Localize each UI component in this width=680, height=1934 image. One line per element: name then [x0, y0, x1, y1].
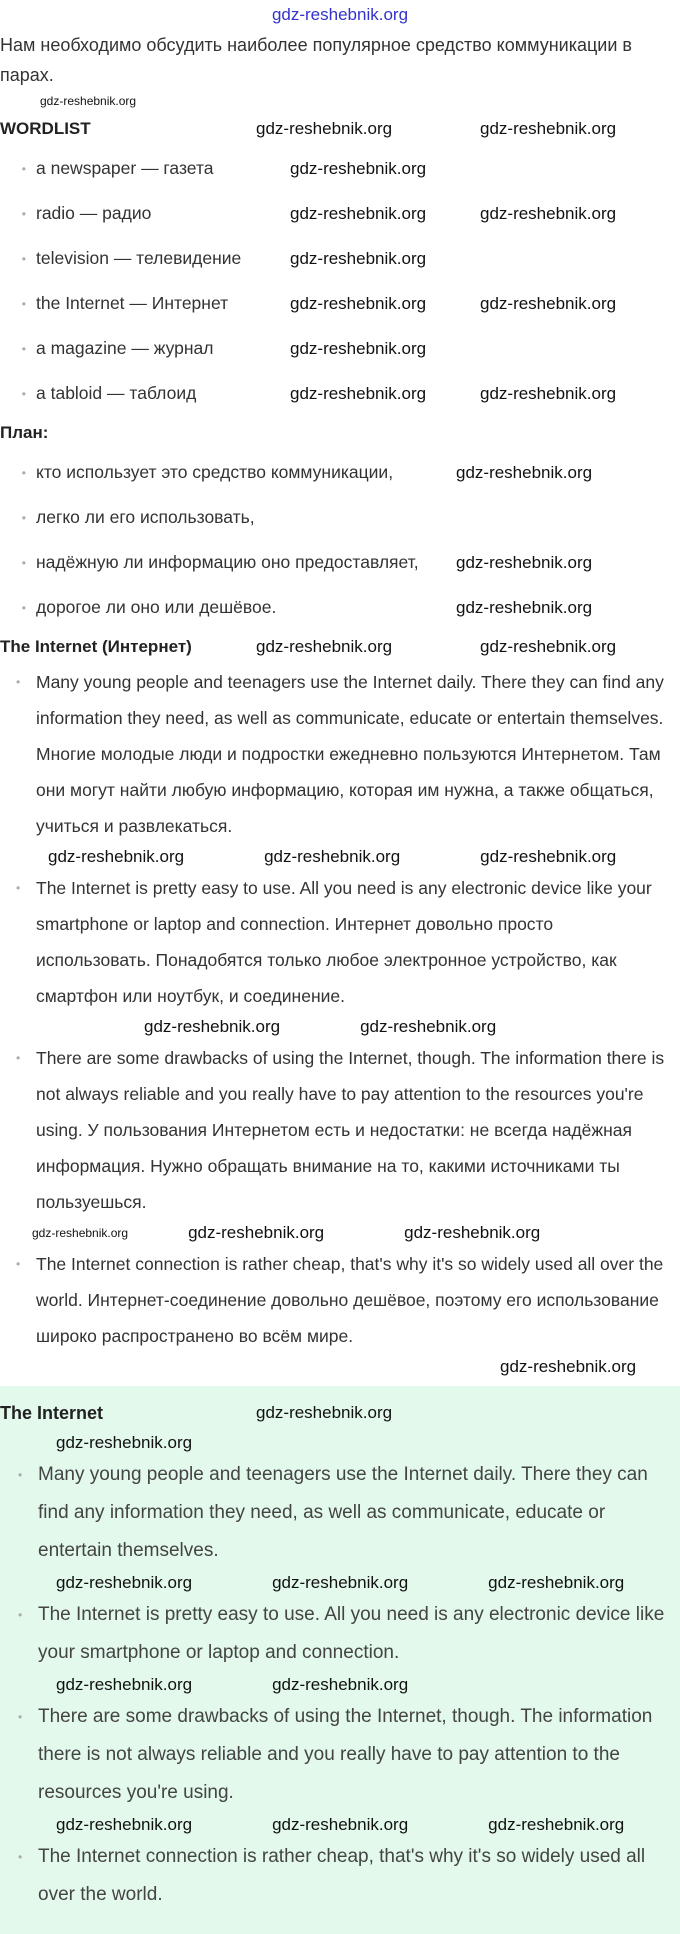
wordlist-item: • a magazine — журнал gdz-reshebnik.org: [0, 326, 680, 371]
watermark: gdz-reshebnik.org: [56, 1433, 193, 1452]
watermark-row: [0, 1672, 680, 1698]
watermark: gdz-reshebnik.org: [456, 597, 593, 617]
watermark: gdz-reshebnik.org: [290, 203, 427, 223]
watermark: gdz-reshebnik.org: [480, 293, 617, 313]
wordlist-item: • a tabloid — таблоид gdz-reshebnik.org gdz-reshebnik.org: [0, 371, 680, 416]
plan-item-text: дорогое ли оно или дешёвое.: [36, 597, 277, 617]
plan-list: [0, 450, 680, 630]
answer-item: • Many young people and teenagers use the Internet daily. There they can find any information they need, as well as communicate, educate or entertain themselves.: [18, 1464, 648, 1561]
watermark: gdz-reshebnik.org: [56, 1675, 193, 1694]
answer-item: • The Internet is pretty easy to use. All you need is any electronic device like your smartphone or laptop and connection.: [18, 1604, 665, 1663]
answer-box: [0, 1386, 680, 1934]
plan-heading-row: [0, 416, 680, 450]
watermark: gdz-reshebnik.org: [480, 383, 617, 403]
watermark: gdz-reshebnik.org: [488, 1573, 625, 1592]
watermark: gdz-reshebnik.org: [488, 1815, 625, 1834]
plan-item: • кто использует это средство коммуникации, gdz-reshebnik.org: [0, 450, 680, 495]
section-item: • Many young people and teenagers use the Internet daily. There they can find any information they need, as well as communicate, educate or entertain themselves. Многие молодые люди и подростки ежедневно пользуются Интернетом. Там они могут найти любую информацию, которая им нужна, а также общаться, учиться и развлекаться.: [16, 672, 664, 836]
watermark: gdz-reshebnik.org: [360, 1017, 497, 1036]
watermark-row: [0, 844, 680, 870]
wordlist-item: • television — телевидение gdz-reshebnik.org: [0, 236, 680, 281]
watermark-row: [0, 1570, 680, 1596]
plan-item-text: надёжную ли информацию оно предоставляет,: [36, 552, 419, 572]
watermark-row: [0, 1430, 680, 1456]
wordlist-item-text: radio — радио: [36, 203, 152, 223]
section-item-text: The Internet is pretty easy to use. All you need is any electronic device like your smartphone or laptop and connection. Интернет довольно просто использовать. Понадобятся только любое электронное устройство, как смартфон или ноутбук, и соединение.: [36, 878, 652, 1006]
watermark-row: [0, 1812, 680, 1838]
plan-item: • легко ли его использовать,: [0, 495, 680, 540]
answer-item-text: The Internet connection is rather cheap, that's why it's so widely used all over the world.: [38, 1846, 646, 1905]
watermark: gdz-reshebnik.org: [290, 338, 427, 358]
section-heading-row: [0, 630, 680, 664]
section-item-text: Many young people and teenagers use the Internet daily. There they can find any information they need, as well as communicate, educate or entertain themselves. Многие молодые люди и подростки ежедневно пользуются Интернетом. Там они могут найти любую информацию, которая им нужна, а также общаться, учиться и развлекаться.: [36, 672, 664, 836]
watermark-row: [0, 1220, 680, 1246]
watermark: gdz-reshebnik.org: [456, 462, 593, 482]
answer-item-text: There are some drawbacks of using the Internet, though. The information there is not always reliable and you really have to pay attention to the resources you're using.: [38, 1706, 653, 1803]
watermark: gdz-reshebnik.org: [256, 1403, 393, 1422]
watermark-row: [0, 90, 680, 112]
section-item-text: There are some drawbacks of using the Internet, though. The information there is not always reliable and you really have to pay attention to the resources you're using. У пользования Интернетом есть и недостатки: не всегда надёжная информация. Нужно обращать внимание на то, какими источниками ты пользуешься.: [36, 1048, 665, 1212]
watermark: gdz-reshebnik.org: [188, 1223, 325, 1242]
wordlist-item-text: a tabloid — таблоид: [36, 383, 197, 403]
watermark: gdz-reshebnik.org: [290, 158, 427, 178]
wordlist-item-text: a newspaper — газета: [36, 158, 214, 178]
answer-heading-row: [0, 1396, 680, 1430]
wordlist-item-text: television — телевидение: [36, 248, 242, 268]
watermark: gdz-reshebnik.org: [480, 847, 617, 866]
watermark: gdz-reshebnik.org: [272, 1675, 409, 1694]
wordlist-item-text: a magazine — журнал: [36, 338, 214, 358]
watermark: gdz-reshebnik.org: [256, 119, 393, 138]
watermark: gdz-reshebnik.org: [290, 383, 427, 403]
answer-heading: The Internet: [0, 1402, 104, 1423]
section-item: • The Internet is pretty easy to use. All you need is any electronic device like your smartphone or laptop and connection. Интернет довольно просто использовать. Понадобятся только любое электронное устройство, как смартфон или ноутбук, и соединение.: [16, 878, 652, 1006]
watermark: gdz-reshebnik.org: [56, 1815, 193, 1834]
watermark: gdz-reshebnik.org: [56, 1573, 193, 1592]
watermark-row: [0, 1014, 680, 1040]
watermark: gdz-reshebnik.org: [144, 1017, 281, 1036]
watermark: gdz-reshebnik.org: [480, 203, 617, 223]
wordlist: [0, 146, 680, 416]
watermark: gdz-reshebnik.org: [264, 847, 401, 866]
wordlist-item: • radio — радио gdz-reshebnik.org gdz-reshebnik.org: [0, 191, 680, 236]
watermark: gdz-reshebnik.org: [40, 94, 137, 108]
answer-item-text: The Internet is pretty easy to use. All you need is any electronic device like your smartphone or laptop and connection.: [38, 1604, 665, 1663]
watermark: gdz-reshebnik.org: [480, 119, 617, 138]
section-item: • There are some drawbacks of using the Internet, though. The information there is not always reliable and you really have to pay attention to the resources you're using. У пользования Интернетом есть и недостатки: не всегда надёжная информация. Нужно обращать внимание на то, какими источниками ты пользуешься.: [16, 1048, 665, 1212]
plan-heading: План:: [0, 423, 49, 442]
watermark: gdz-reshebnik.org: [404, 1223, 541, 1242]
watermark: gdz-reshebnik.org: [290, 248, 427, 268]
section-item-text: The Internet connection is rather cheap, that's why it's so widely used all over the world. Интернет-соединение довольно дешёвое, поэтому его использование широко распространено во всём мире.: [36, 1254, 664, 1346]
watermark: gdz-reshebnik.org: [271, 5, 409, 24]
watermark: gdz-reshebnik.org: [32, 1226, 129, 1240]
watermark: gdz-reshebnik.org: [480, 637, 617, 656]
watermark: gdz-reshebnik.org: [272, 1573, 409, 1592]
answer-item-text: Many young people and teenagers use the Internet daily. There they can find any information they need, as well as communicate, educate or entertain themselves.: [38, 1464, 648, 1561]
section-heading: The Internet (Интернет): [0, 637, 192, 656]
watermark-row: [0, 1354, 680, 1380]
wordlist-heading-row: [0, 112, 680, 146]
intro-text: Нам необходимо обсудить наиболее популярное средство коммуникации в парах.: [0, 35, 632, 85]
watermark: gdz-reshebnik.org: [456, 552, 593, 572]
wordlist-item: • the Internet — Интернет gdz-reshebnik.org gdz-reshebnik.org: [0, 281, 680, 326]
wordlist-item: • a newspaper — газета gdz-reshebnik.org: [0, 146, 680, 191]
plan-item: • надёжную ли информацию оно предоставляет, gdz-reshebnik.org: [0, 540, 680, 585]
watermark: gdz-reshebnik.org: [500, 1357, 637, 1376]
plan-item-text: легко ли его использовать,: [36, 507, 255, 527]
watermark: gdz-reshebnik.org: [272, 1815, 409, 1834]
watermark: gdz-reshebnik.org: [48, 847, 185, 866]
watermark: gdz-reshebnik.org: [256, 637, 393, 656]
answer-item: • The Internet connection is rather cheap, that's why it's so widely used all over the world.: [18, 1846, 646, 1905]
top-watermark-row: [0, 0, 680, 30]
plan-item-text: кто использует это средство коммуникации,: [36, 462, 394, 482]
plan-item: • дорогое ли оно или дешёвое. gdz-reshebnik.org: [0, 585, 680, 630]
wordlist-item-text: the Internet — Интернет: [36, 293, 229, 313]
section-item: • The Internet connection is rather cheap, that's why it's so widely used all over the world. Интернет-соединение довольно дешёвое, поэтому его использование широко распространено во всём мире.: [16, 1254, 664, 1346]
wordlist-heading: WORDLIST: [0, 119, 91, 138]
answer-item: • There are some drawbacks of using the Internet, though. The information there is not always reliable and you really have to pay attention to the resources you're using.: [18, 1706, 653, 1803]
watermark: gdz-reshebnik.org: [290, 293, 427, 313]
